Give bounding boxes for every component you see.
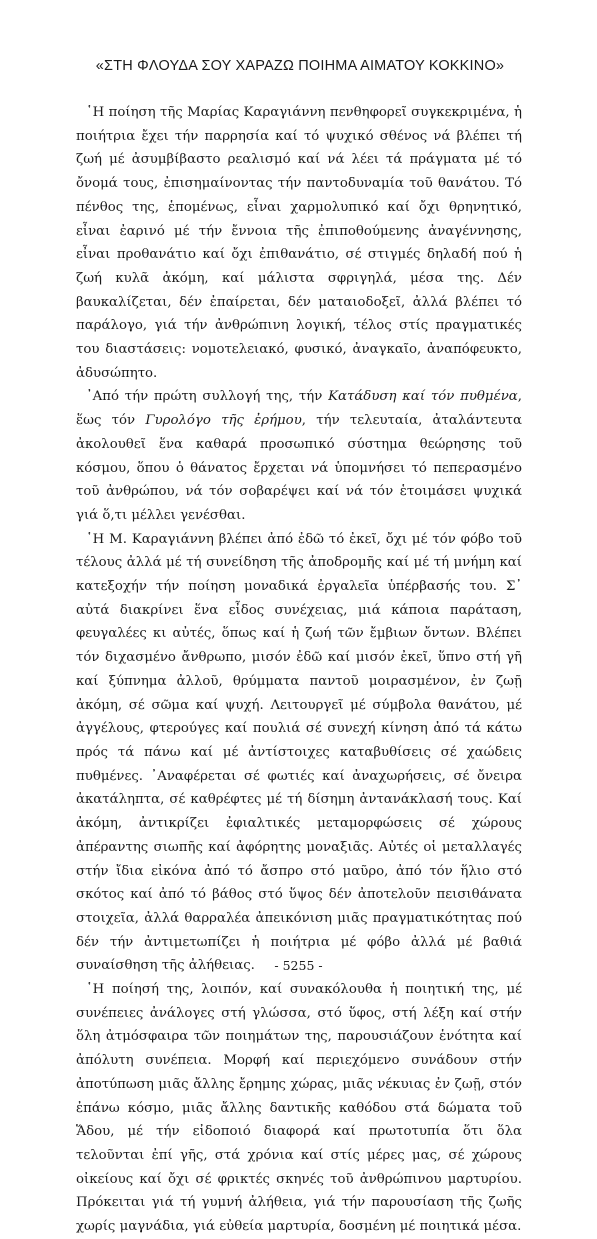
paragraph [76, 978, 522, 1239]
paragraph [76, 385, 522, 527]
page-number: - 5255 - [274, 958, 323, 973]
paragraph [76, 528, 522, 978]
book-title-text: Γυρολόγο τῆς ἐρήμου [145, 413, 302, 429]
article-body [76, 101, 522, 1239]
paragraph-text: ᾽Από τήν πρώτη συλλογή της, τήν [86, 389, 329, 405]
page-title: «ΣΤΗ ΦΛΟΥΔΑ ΣΟΥ ΧΑΡΑΖΩ ΠΟΙΗΜΑ ΑΙΜΑΤΟΥ ΚΟΚΚΙΝΟ» [95, 58, 505, 74]
paragraph [76, 101, 522, 385]
paragraph-text: ῾Η ποίησή της, λοιπόν, καί συνακόλουθα ἡ ποιητική της, μέ συνέπειες ἀνάλογες στή γλώσσα, στό ὕφος, στή λέξη καί στήν ὅλη ἀτμόσφαιρα τῶν ποιημάτων της, παρουσιάζουν ἑνότητα καί ἀπόλυτη συνέπεια. Μορφή καί περιεχόμενο συνάδουν στήν ἀποτύπωση μιᾶς ἄλλης ἔρημης χώρας, μιᾶς νέκυιας ἐν ζωῇ, στόν ἐπάνω κόσμο, μιᾶς ἄλλης δαντικῆς καθόδου στά δώματα τοῦ Ἅδου, μέ τήν εἰδοποιό διαφορά καί πρωτοτυπία ὅτι ὅλα τελοῦνται ἐπί γῆς, στά χρόνια καί στίς μέρες μας, σέ χώρους οἰκείους καί ὄχι σέ φρικτές σκηνές τοῦ ἀνθρώπινου μαρτυρίου. Πρόκειται γιά τή γυμνή ἀλήθεια, γιά τήν παρουσίαση τῆς ζωῆς χωρίς μαγνάδια, γιά εὐθεία μαρτυρία, δοσμένη μέ ποιητικά μέσα. [76, 982, 522, 1235]
paragraph-text: ῾Η Μ. Καραγιάννη βλέπει ἀπό ἐδῶ τό ἐκεῖ, ὄχι μέ τόν φόβο τοῦ τέλους ἀλλά μέ τή συνείδηση τῆς ἀποδρομῆς καί μέ τή μνήμη καί κατεξοχήν τήν ποίηση μοναδικά ἐργαλεῖα ὑπέρβασής του. Σ᾽ αὐτά διακρίνει ἕνα εἶδος συνέχειας, μιά κάποια παράταση, φευγαλέες κι αὐτές, ὅπως καί ἡ ζωή τῶν ἔμβιων ὄντων. Βλέπει τόν διχασμένο ἄνθρωπο, μισόν ἐδῶ καί μισόν ἐκεῖ, ὕπνο στή γῆ καί ξύπνημα ἀλλοῦ, θρύμματα παντοῦ μοιρασμένον, ἐν ζωῇ ἀκόμη, σέ σῶμα καί ψυχή. Λειτουργεῖ μέ σύμβολα θανάτου, μέ ἀγγέλους, φτερούγες καί πουλιά σέ συνεχή κίνηση ἀπό τά κάτω πρός τά πάνω καί μέ ἀντίστοιχες καταβυθίσεις σέ χαώδεις πυθμένες. ᾽Αναφέρεται σέ φωτιές καί ἀναχωρήσεις, σέ ὄνειρα ἀκατάληπτα, σέ καθρέφτες μέ τή δίσημη ἀντανάκλασή τους. Καί ἀκόμη, ἀντικρίζει ἐφιαλτικές μεταμορφώσεις σέ χώρους ἀπέραντης σιωπῆς καί ἀφόρητης μοναξιᾶς. Αὐτές οἱ μεταλλαγές στήν ἴδια εἰκόνα ἀπό τό ἄσπρο στό μαῦρο, ἀπό τόν ἥλιο στό σκότος καί ἀπό τό βάθος στό ὕψος δέν ἀποτελοῦν πεισιθάνατα στοιχεῖα, ἀλλά θαρραλέα ἀπεικόνιση μιᾶς πραγματικότητας πού δέν τήν ἀντιμετωπίζει ἡ ποιήτρια μέ φόβο ἀλλά μέ βαθιά συναίσθηση τῆς ἀλήθειας. [76, 531, 522, 974]
paragraph-text: , ἕως τόν [76, 389, 522, 429]
paragraph-text: , τήν τελευταία, ἀταλάντευτα ἀκολουθεῖ ἕνα καθαρά προσωπικό σύστημα θεώρησης τοῦ κόσμου, ὅπου ὁ θάνατος ἔρχεται νά ὑπομνήσει τό πεπερασμένο τοῦ ἀνθρώπου, νά τόν σοβαρέψει καί νά τόν ἑτοιμάσει ψυχικά γιά ὅ,τι μέλλει γενέσθαι. [76, 413, 523, 523]
book-title-text: Κατάδυση καί τόν πυθμένα [328, 389, 518, 405]
paragraph-text: ῾Η ποίηση τῆς Μαρίας Καραγιάννη πενθηφορεῖ συγκεκριμένα, ἡ ποιήτρια ἔχει τήν παρρησία καί τό ψυχικό σθένος νά βλέπει τή ζωή μέ ἀσυμβίβαστο ρεαλισμό καί νά λέει τά πράγματα μέ τό ὄνομά τους, ἐπισημαίνοντας τήν παντοδυναμία τοῦ θανάτου. Τό πένθος της, ἑπομένως, εἶναι χαρμολυπικό καί ὄχι θρηνητικό, εἶναι ἐαρινό μέ τήν ἔννοια τῆς ἐπιποθούμενης ἀναγέννησης, εἶναι προθανάτιο καί ὄχι ἐπιθανάτιο, σέ στιγμές δηλαδή πού ἡ ζωή κυλᾶ ἀκόμη, καί μάλιστα σφριγηλά, μέσα της. Δέν βαυκαλίζεται, δέν ἐπαίρεται, δέν ματαιοδοξεῖ, ἀλλά βλέπει τό παράλογο, γιά τήν ἀνθρώπινη λογική, τέλος στίς πραγματικές του διαστάσεις: νομοτελειακό, φυσικό, ἀναγκαῖο, ἀναπόφευκτο, ἀδυσώπητο. [76, 105, 522, 381]
